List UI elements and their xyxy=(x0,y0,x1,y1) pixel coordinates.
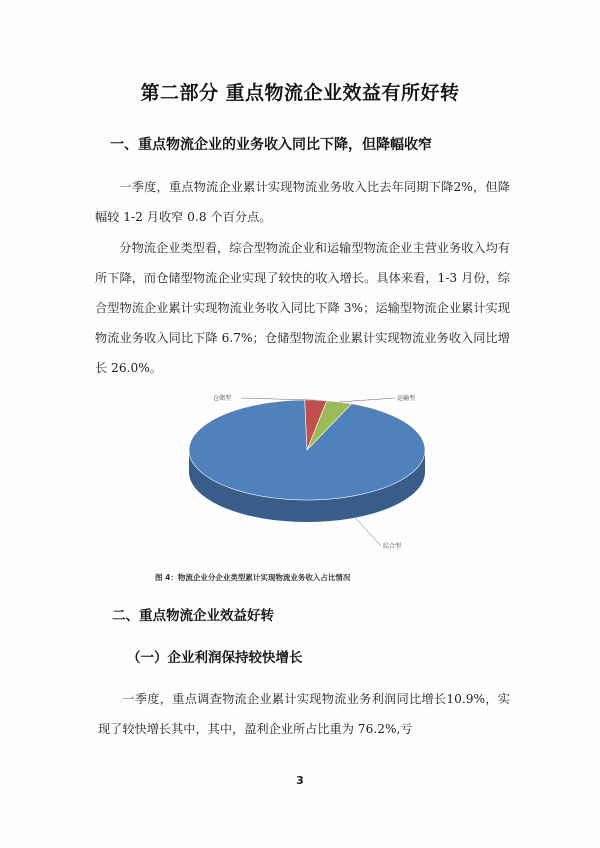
section-heading-2: 二、重点物流企业效益好转 xyxy=(112,608,274,624)
pie-chart xyxy=(165,388,450,558)
leader-line-2 xyxy=(339,398,395,402)
pie-label-1: 仓储型 xyxy=(213,395,232,402)
subsection-heading: （一）企业利润保持较快增长 xyxy=(127,650,303,666)
paragraph-3-text: 一季度，重点调查物流企业累计实现物流业务利润同比增长10.9%，实现了较快增长其中，其中，盈利企业所占比重为 76.2%,亏 xyxy=(98,692,510,736)
paragraph-1-text: 一季度，重点物流企业累计实现物流业务收入比去年同期下降2%，但降幅较 1-2 月收窄 0.8 个百分点。 xyxy=(95,180,510,224)
paragraph-1 xyxy=(95,172,510,232)
leader-line-0 xyxy=(355,518,381,546)
page-number: 3 xyxy=(296,774,304,787)
paragraph-2 xyxy=(95,233,510,383)
section-heading-1: 一、重点物流企业的业务收入同比下降，但降幅收窄 xyxy=(110,137,432,153)
pie-group xyxy=(189,394,425,550)
paragraph-3 xyxy=(98,684,510,744)
pie-label-2: 运输型 xyxy=(397,395,416,402)
pie-label-0: 综合型 xyxy=(383,543,402,550)
paragraph-2-text: 分物流企业类型看，综合型物流企业和运输型物流企业主营业务收入均有所下降，而仓储型物流企业实现了较快的收入增长。具体来看，1-3 月份，综合型物流企业累计实现物流业务收入同比下降 3%；运输型物流企业累计实现物流业务收入同比下降 6.7%；仓储型物流企业累计实现物流业务收入同比增长 26.0%。 xyxy=(95,241,510,375)
figure-caption: 图 4：物流企业分企业类型累计实现物流业务收入占比情况 xyxy=(155,573,351,582)
leader-line-1 xyxy=(241,398,316,400)
page-title: 第二部分 重点物流企业效益有所好转 xyxy=(140,82,460,104)
